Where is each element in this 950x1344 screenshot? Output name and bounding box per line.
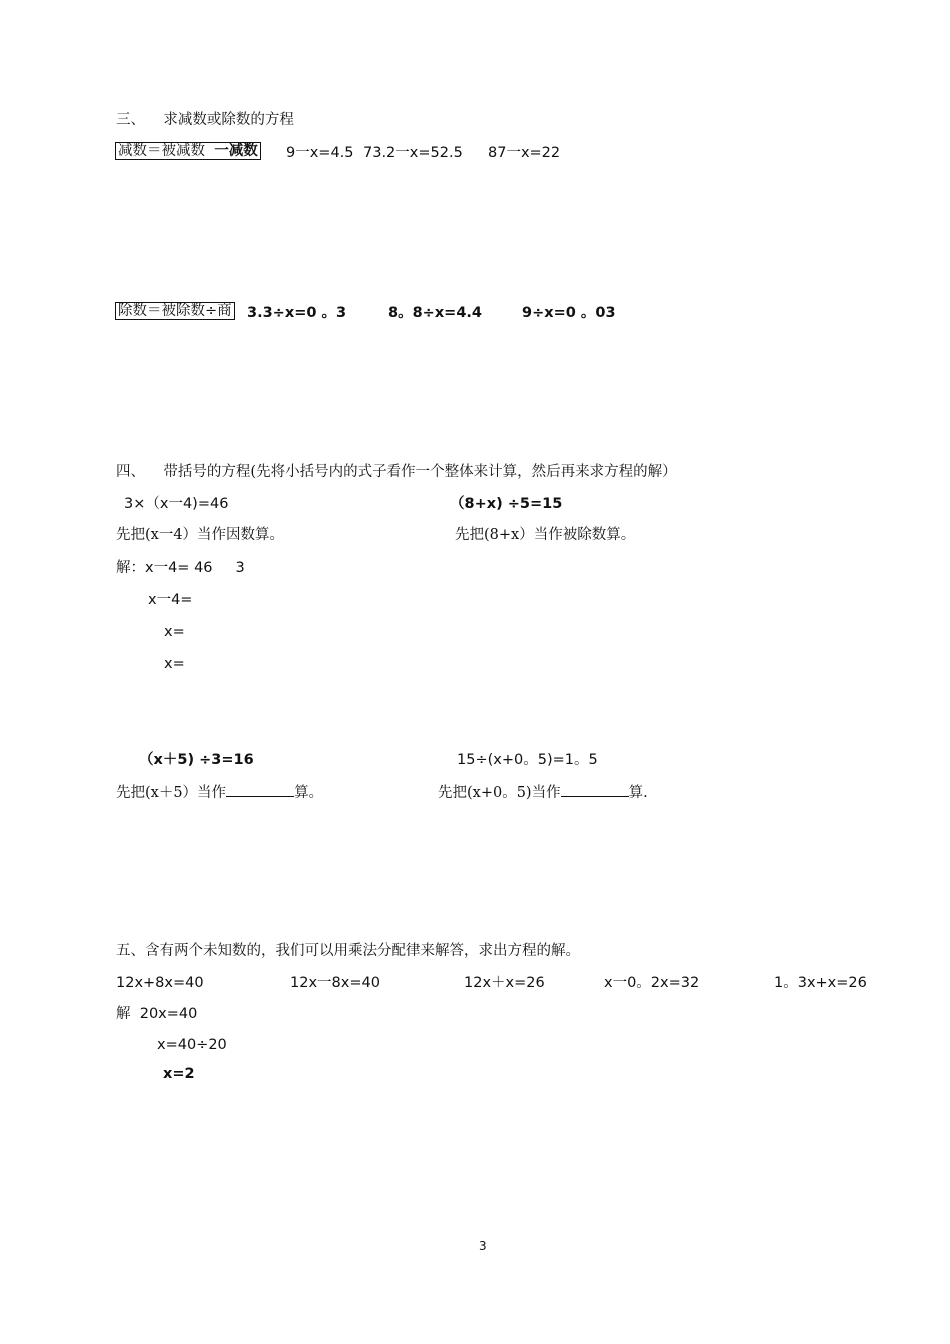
- rule-subtraction-bold: 一减数: [214, 143, 258, 159]
- rule-subtraction-box: [115, 142, 261, 160]
- paren-hint-right-2: [438, 782, 648, 802]
- paren-eq-right-2: 15÷(x+0。5)=1。5: [457, 752, 598, 768]
- sub-eq-1: 9一x=4.5: [286, 145, 354, 161]
- div-eq-3: 9÷x=0 。03: [522, 305, 616, 321]
- paren-hint-left-2-suffix: 算。: [294, 785, 324, 801]
- paren-hint-left-2: [116, 782, 323, 802]
- rule-division-box: 除数＝被除数÷商: [115, 302, 235, 320]
- page-number: 3: [479, 1239, 487, 1253]
- paren-eq-left-2: （x＋5) ÷3=16: [139, 752, 254, 768]
- paren-eq-left: 3×（x一4)=46: [124, 496, 229, 512]
- rule-division: [115, 302, 235, 320]
- dist-solution-3: x=2: [163, 1066, 195, 1082]
- dist-eq-4: x一0。2x=32: [604, 975, 700, 991]
- dist-solution-2-text: x=40÷20: [157, 1037, 227, 1053]
- paren-eq-right: （8+x) ÷5=15: [450, 496, 563, 512]
- dist-solution-1: 解 20x=40: [116, 1006, 198, 1022]
- solution-line-1: 解：x一4= 46 3: [116, 560, 245, 576]
- div-eq-2: 8。8÷x=4.4: [388, 305, 483, 321]
- dist-eq-5: 1。3x+x=26: [774, 975, 867, 991]
- dist-solution-2: [157, 1036, 227, 1054]
- fill-blank-left[interactable]: [226, 782, 294, 797]
- solution-line-3: x=: [164, 624, 185, 640]
- paren-hint-right: 先把(8+x）当作被除数算。: [455, 527, 636, 543]
- sub-eq-2: 73.2一x=52.5: [363, 145, 463, 161]
- dist-eq-2: 12x一8x=40: [290, 975, 380, 991]
- paren-hint-left: 先把(x一4）当作因数算。: [116, 527, 285, 543]
- section3-heading: 三、 求减数或除数的方程: [116, 112, 294, 128]
- rule-subtraction-text: 减数＝被减数: [118, 143, 205, 159]
- section5-heading: 五、含有两个未知数的，我们可以用乘法分配律来解答，求出方程的解。: [116, 943, 580, 959]
- dist-eq-3: 12x＋x=26: [464, 975, 545, 991]
- dist-eq-1: 12x+8x=40: [116, 975, 204, 991]
- rule-subtraction: [115, 142, 261, 160]
- solution-line-2: x一4=: [148, 592, 193, 608]
- section4-heading: 四、 带括号的方程(先将小括号内的式子看作一个整体来计算，然后再来求方程的解）: [116, 464, 677, 480]
- paren-hint-right-2-suffix: 算.: [628, 785, 648, 801]
- sub-eq-3: 87一x=22: [488, 145, 561, 161]
- div-eq-1: 3.3÷x=0 。3: [247, 305, 347, 321]
- fill-blank-right[interactable]: [561, 782, 629, 797]
- solution-line-4: x=: [164, 656, 185, 672]
- paren-hint-right-2-prefix: 先把(x+0。5)当作: [438, 785, 561, 801]
- paren-hint-left-2-prefix: 先把(x＋5）当作: [116, 785, 227, 801]
